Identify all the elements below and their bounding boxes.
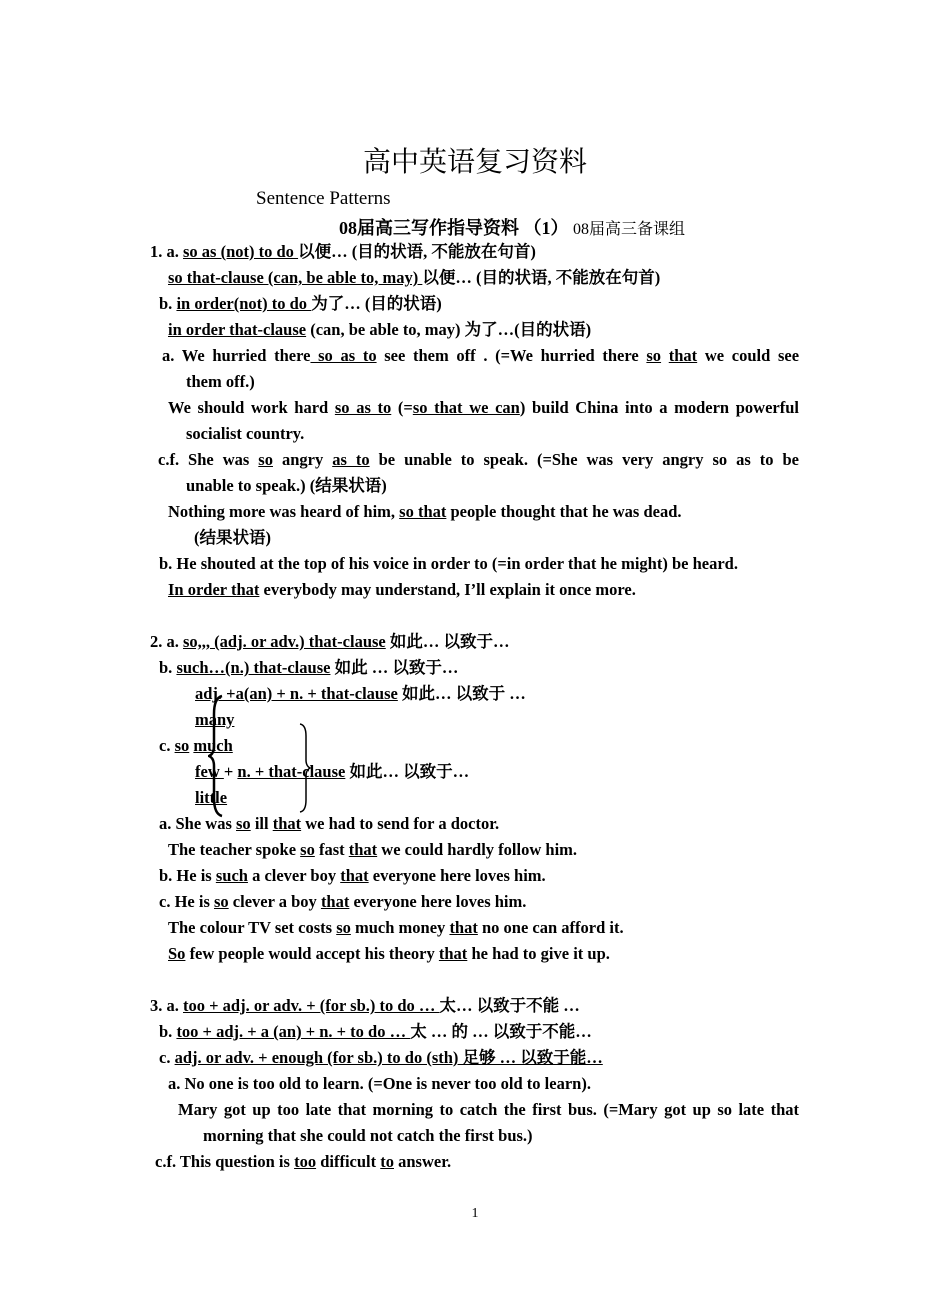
text-segment: 如此… 以致于… — [385, 632, 510, 651]
text-line — [195, 681, 526, 707]
text-segment: angry — [272, 450, 333, 469]
underlined-text: to — [380, 1152, 394, 1171]
text-line — [168, 941, 610, 967]
text-segment: + — [223, 762, 238, 781]
underlined-text: adj. or adv. + enough (for sb.) to do (sth) 足够 … 以致于能… — [174, 1048, 603, 1067]
text-line — [194, 525, 271, 551]
text-segment: 以便… (目的状语, 不能放在句首) — [298, 242, 536, 261]
text-segment: everyone here loves him. — [349, 892, 527, 911]
underlined-text: that — [438, 944, 468, 963]
text-segment: a clever boy — [247, 866, 341, 885]
text-segment: 为了… (目的状语) — [311, 294, 442, 313]
text-line — [203, 1123, 533, 1149]
underlined-text: adj. +a(an) + n. + that-clause — [195, 684, 398, 703]
text-line — [150, 629, 510, 655]
text-segment: 太… 以致于不能 … — [439, 996, 580, 1015]
text-line — [186, 473, 387, 499]
underlined-text: few — [195, 762, 224, 781]
text-segment: (can, be able to, may) 为了…(目的状语) — [306, 320, 592, 339]
text-segment: a. No one is too old to learn. (=One is never too old to learn). — [168, 1074, 591, 1093]
page-number: 1 — [471, 1206, 479, 1221]
text-segment: 以便… (目的状语, 不能放在句首) — [422, 268, 661, 287]
text-segment: ill — [250, 814, 273, 833]
underlined-text: that — [668, 346, 698, 365]
document-subtitle: Sentence Patterns — [256, 188, 391, 209]
underlined-text: such — [215, 866, 248, 885]
text-segment: much money — [350, 918, 450, 937]
text-segment: difficult — [316, 1152, 381, 1171]
text-segment: morning that she could not catch the first bus.) — [203, 1126, 533, 1145]
underlined-text: that — [320, 892, 350, 911]
text-segment: b. — [159, 294, 177, 313]
left-brace-icon — [208, 694, 226, 818]
text-segment: see them off . (=We hurried there — [376, 346, 647, 365]
text-line — [158, 447, 799, 473]
underlined-text: in order that-clause — [168, 320, 307, 339]
text-segment: he had to give it up. — [467, 944, 610, 963]
underlined-text: so that we can — [412, 398, 520, 417]
underlined-text: in order(not) to do — [176, 294, 312, 313]
text-segment: we had to send for a doctor. — [301, 814, 500, 833]
underlined-text: so — [174, 736, 190, 755]
text-segment: no one can afford it. — [477, 918, 624, 937]
text-line — [178, 1097, 799, 1123]
text-line — [168, 577, 636, 603]
underlined-text: so as to — [310, 346, 377, 365]
text-segment: we could hardly follow him. — [377, 840, 578, 859]
underlined-text: so — [236, 814, 251, 833]
text-segment: 如此… 以致于… — [345, 762, 470, 781]
text-line — [162, 343, 799, 369]
underlined-text: that — [348, 840, 378, 859]
text-segment: 太 … 的 … 以致于不能… — [410, 1022, 592, 1041]
underlined-text: that — [340, 866, 369, 885]
text-segment: c.f. She was — [158, 450, 259, 469]
text-segment: 如此 … 以致于… — [330, 658, 459, 677]
text-segment: a. We hurried there — [162, 346, 311, 365]
underlined-text: so — [214, 892, 229, 911]
underlined-text: too + adj. + a (an) + n. + to do … — [176, 1022, 411, 1041]
text-line — [168, 265, 660, 291]
text-segment: b. — [159, 1022, 177, 1041]
underlined-text: as to — [332, 450, 370, 469]
text-line — [159, 1019, 592, 1045]
text-segment: c. — [159, 736, 175, 755]
text-line — [168, 499, 682, 525]
underlined-text: that — [272, 814, 302, 833]
text-line — [150, 239, 536, 265]
text-line — [159, 863, 546, 889]
underlined-text: little — [195, 788, 228, 807]
text-line — [195, 759, 469, 785]
text-segment: unable to speak.) (结果状语) — [186, 476, 387, 495]
text-segment: 如此… 以致于 … — [397, 684, 526, 703]
text-line — [155, 1149, 451, 1175]
text-segment: c. — [159, 1048, 175, 1067]
text-line — [168, 915, 624, 941]
underlined-text: so — [646, 346, 662, 365]
text-segment: (结果状语) — [194, 528, 271, 547]
text-segment — [661, 346, 669, 365]
text-segment: people thought that he was dead. — [446, 502, 682, 521]
text-segment: fast — [314, 840, 349, 859]
underlined-text: so — [258, 450, 273, 469]
underlined-text: so,,, (adj. or adv.) that-clause — [183, 632, 386, 651]
text-segment: ) build China into a modern powerful — [519, 398, 799, 417]
text-segment: We should work hard — [168, 398, 335, 417]
text-segment: 3. a. — [150, 996, 183, 1015]
text-segment: c.f. This question is — [155, 1152, 295, 1171]
text-line — [159, 889, 526, 915]
text-segment: clever a boy — [228, 892, 321, 911]
text-segment: everybody may understand, I’ll explain it once more. — [259, 580, 636, 599]
header-line — [339, 214, 685, 240]
underlined-text: So — [168, 944, 186, 963]
text-segment: everyone here loves him. — [368, 866, 546, 885]
text-line — [150, 993, 580, 1019]
text-segment: c. He is — [159, 892, 214, 911]
underlined-text: so that-clause (can, be able to, may) — [168, 268, 423, 287]
text-segment: b. He shouted at the top of his voice in order to (=in order that he might) be heard. — [159, 554, 738, 573]
text-segment: few people would accept his theory — [185, 944, 439, 963]
text-line — [168, 317, 591, 343]
text-segment: socialist country. — [186, 424, 305, 443]
underlined-text: that — [449, 918, 478, 937]
underlined-text: much — [193, 736, 233, 755]
text-segment: we could see — [697, 346, 800, 365]
text-segment: The teacher spoke — [168, 840, 301, 859]
text-segment: Mary got up too late that morning to catch the first bus. (=Mary got up so late that — [178, 1100, 799, 1119]
text-segment: (= — [391, 398, 413, 417]
text-segment: Nothing more was heard of him, — [168, 502, 400, 521]
underlined-text: n. + that-clause — [237, 762, 346, 781]
text-line — [168, 395, 799, 421]
underlined-text: so as (not) to do — [183, 242, 299, 261]
underlined-text: so as to — [334, 398, 392, 417]
text-line — [186, 369, 255, 395]
header-group: 08届高三备课组 — [573, 221, 686, 238]
text-segment: answer. — [394, 1152, 452, 1171]
right-brace-icon — [298, 722, 312, 814]
text-segment: them off.) — [186, 372, 255, 391]
text-line — [186, 421, 304, 447]
text-line — [159, 291, 442, 317]
underlined-text: so that — [399, 502, 447, 521]
text-line — [168, 1071, 591, 1097]
text-line — [159, 551, 738, 577]
text-segment: 2. a. — [150, 632, 183, 651]
underlined-text: such…(n.) that-clause — [176, 658, 331, 677]
text-segment: a. She was — [159, 814, 237, 833]
underlined-text: In order that — [168, 580, 260, 599]
text-segment: 1. a. — [150, 242, 183, 261]
text-segment: b. — [159, 658, 177, 677]
text-line — [159, 655, 458, 681]
underlined-text: many — [195, 710, 235, 729]
underlined-text: too + adj. or adv. + (for sb.) to do … — [183, 996, 440, 1015]
header-main: 08届高三写作指导资料 （1） — [339, 218, 569, 238]
document-title: 高中英语复习资料 — [362, 145, 587, 178]
text-segment: The colour TV set costs — [168, 918, 337, 937]
underlined-text: too — [294, 1152, 317, 1171]
underlined-text: so — [336, 918, 351, 937]
text-segment: b. He is — [159, 866, 216, 885]
text-segment: be unable to speak. (=She was very angry so as to be — [369, 450, 799, 469]
text-line — [159, 1045, 603, 1071]
text-line — [168, 837, 577, 863]
underlined-text: so — [300, 840, 315, 859]
